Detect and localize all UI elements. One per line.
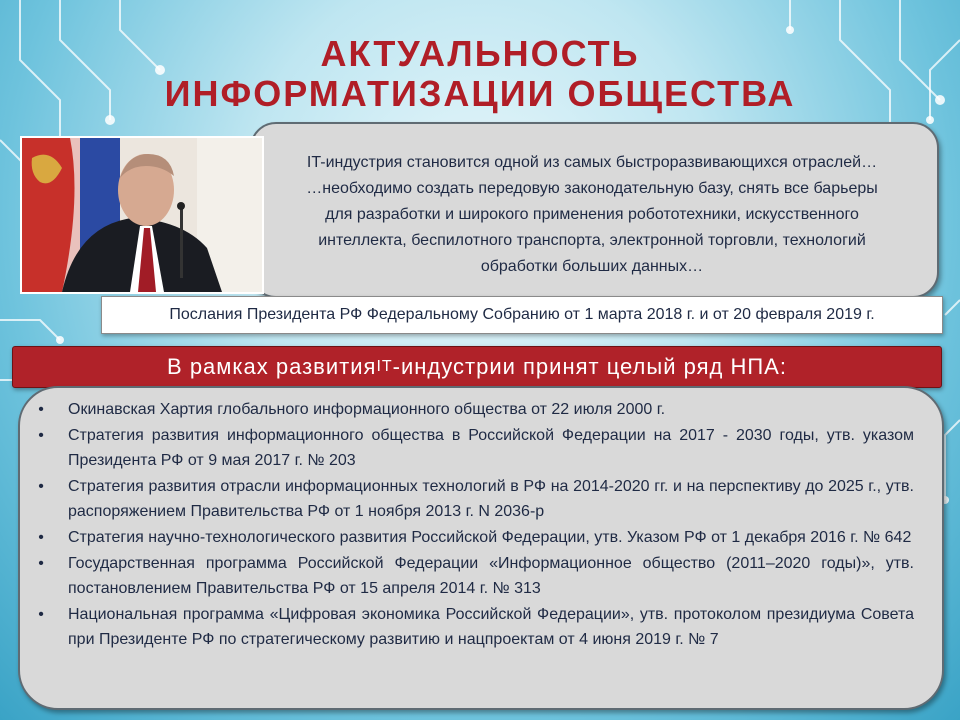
list-item-text: Стратегия развития информационного общества в Российской Федерации на 2017 - 2030 годы, утв. указом Президента РФ от 9 мая 2017 г. № 203 [68,427,914,469]
band-text-before: В рамках развития [167,354,377,379]
source-caption: Послания Президента РФ Федеральному Собранию от 1 марта 2018 г. и от 20 февраля 2019 г. [101,296,943,334]
title-line-1: АКТУАЛЬНОСТЬ [320,33,640,74]
president-photo-illustration [22,138,262,292]
title-line-2: ИНФОРМАТИЗАЦИИ ОБЩЕСТВА [164,73,796,114]
page-title [0,34,960,114]
list-item [34,397,914,422]
quote-line: обработки больших данных… [480,258,704,275]
quote-text [272,150,912,280]
list-item-text: Стратегия научно-технологического развития Российской Федерации, утв. Указом РФ от 1 декабря 2016 г. № 642 [68,529,912,546]
quote-line: IT-индустрия становится одной из самых быстроразвивающихся отраслей… [306,154,878,171]
list-item [34,423,914,473]
list-item [34,525,914,550]
band-text-it: IT [376,358,393,375]
legal-acts-list [34,397,914,653]
list-item [34,602,914,652]
president-photo [20,136,264,294]
list-item-text: Национальная программа «Цифровая экономика Российской Федерации», утв. протоколом президиума Совета при Президенте РФ по стратегическому развитию и нацпроектам от 4 июня 2019 г. № 7 [68,606,914,648]
list-item-text: Окинавская Хартия глобального информационного общества от 22 июля 2000 г. [68,401,666,418]
bullet-icon: • [38,529,44,546]
band-text-after: -индустрии принят целый ряд НПА: [392,354,787,379]
bullet-icon: • [38,401,44,418]
quote-line: …необходимо создать передовую законодательную базу, снять все барьеры [306,180,878,197]
list-item [34,551,914,601]
bullet-icon: • [38,555,44,572]
bullet-icon: • [38,606,44,623]
quote-line: интеллекта, беспилотного транспорта, электронной торговли, технологий [318,232,866,249]
list-item-text: Государственная программа Российской Федерации «Информационное общество (2011–2020 годы)», утв. постановлением Правительства РФ от 15 апреля 2014 г. № 313 [68,555,914,597]
bullet-icon: • [38,427,44,444]
quote-line: для разработки и широкого применения робототехники, искусственного [325,206,859,223]
list-item [34,474,914,524]
list-item-text: Стратегия развития отрасли информационных технологий в РФ на 2014-2020 гг. и на перспективу до 2025 г., утв. распоряжением Правительства РФ от 1 ноября 2013 г. N 2036-р [68,478,914,520]
section-header-band [12,346,942,388]
bullet-icon: • [38,478,44,495]
